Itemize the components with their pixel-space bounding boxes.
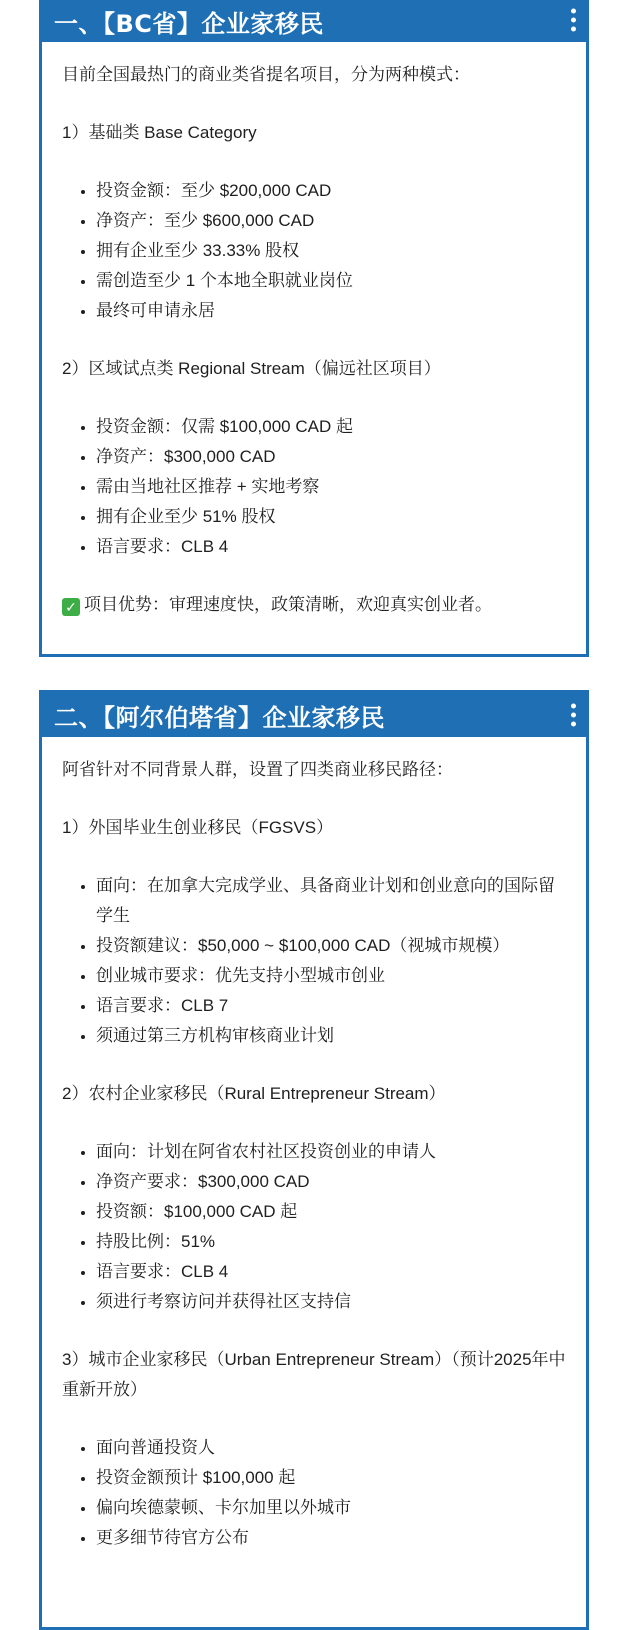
list-item: • 投资额：$100,000 CAD 起 bbox=[96, 1197, 566, 1227]
ab-s3-title: 3）城市企业家移民（Urban Entrepreneur Stream）（预计2025年中重新开放） bbox=[62, 1350, 566, 1399]
list-item: • 创业城市要求：优先支持小型城市创业 bbox=[96, 961, 566, 991]
list-item: • 需由当地社区推荐 + 实地考察 bbox=[96, 472, 566, 502]
bc-advantage-label: 项目优势 bbox=[84, 595, 152, 614]
list-item: • 面向：在加拿大完成学业、具备商业计划和创业意向的国际留学生 bbox=[96, 871, 566, 931]
more-options-icon[interactable] bbox=[571, 8, 576, 31]
list-item: • 偏向埃德蒙顿、卡尔加里以外城市 bbox=[96, 1493, 566, 1523]
list-item: • 净资产：至少 $600,000 CAD bbox=[96, 206, 566, 236]
list-item: • 须通过第三方机构审核商业计划 bbox=[96, 1021, 566, 1051]
list-item: • 拥有企业至少 51% 股权 bbox=[96, 502, 566, 532]
list-item: • 面向普通投资人 bbox=[96, 1433, 566, 1463]
list-item: • 拥有企业至少 33.33% 股权 bbox=[96, 236, 566, 266]
ab-s1-list bbox=[62, 871, 566, 1051]
list-item: • 需创造至少 1 个本地全职就业岗位 bbox=[96, 266, 566, 296]
bc-card bbox=[39, 0, 589, 657]
ab-s1-title: 1）外国毕业生创业移民（FGSVS） bbox=[62, 818, 334, 837]
bc-card-title: 一、【BC省】企业家移民 bbox=[54, 10, 324, 38]
list-item: • 投资金额预计 $100,000 起 bbox=[96, 1463, 566, 1493]
ab-card bbox=[39, 690, 589, 1630]
list-item: • 语言要求：CLB 7 bbox=[96, 991, 566, 1021]
list-item: • 投资金额：至少 $200,000 CAD bbox=[96, 176, 566, 206]
list-item: • 更多细节待官方公布 bbox=[96, 1523, 566, 1553]
bc-advantage-text: ：审理速度快，政策清晰，欢迎真实创业者。 bbox=[152, 595, 492, 614]
more-options-icon[interactable] bbox=[571, 704, 576, 727]
list-item: • 投资额建议：$50,000 ~ $100,000 CAD（视城市规模） bbox=[96, 931, 566, 961]
bc-base-title: 1）基础类 Base Category bbox=[62, 123, 257, 142]
list-item: • 语言要求：CLB 4 bbox=[96, 1257, 566, 1287]
ab-card-header bbox=[42, 693, 586, 737]
ab-s2-title: 2）农村企业家移民（Rural Entrepreneur Stream） bbox=[62, 1084, 446, 1103]
list-item: • 最终可申请永居 bbox=[96, 296, 566, 326]
bc-card-body bbox=[42, 60, 586, 620]
bc-base-list bbox=[62, 176, 566, 326]
list-item: • 须进行考察访问并获得社区支持信 bbox=[96, 1287, 566, 1317]
list-item: • 净资产：$300,000 CAD bbox=[96, 442, 566, 472]
bc-card-header bbox=[42, 0, 586, 42]
list-item: • 持股比例：51% bbox=[96, 1227, 566, 1257]
check-mark-icon: ✓ bbox=[62, 598, 80, 616]
ab-s3-list bbox=[62, 1433, 566, 1553]
list-item: • 投资金额：仅需 $100,000 CAD 起 bbox=[96, 412, 566, 442]
list-item: • 语言要求：CLB 4 bbox=[96, 532, 566, 562]
ab-card-body bbox=[42, 755, 586, 1553]
bc-intro: 目前全国最热门的商业类省提名项目，分为两种模式： bbox=[62, 65, 470, 84]
bc-advantage bbox=[62, 590, 566, 620]
list-item: • 净资产要求：$300,000 CAD bbox=[96, 1167, 566, 1197]
ab-s2-list bbox=[62, 1137, 566, 1317]
bc-regional-list bbox=[62, 412, 566, 562]
list-item: • 面向：计划在阿省农村社区投资创业的申请人 bbox=[96, 1137, 566, 1167]
bc-regional-title: 2）区域试点类 Regional Stream（偏远社区项目） bbox=[62, 359, 441, 378]
ab-intro: 阿省针对不同背景人群，设置了四类商业移民路径： bbox=[62, 760, 453, 779]
ab-card-title: 二、【阿尔伯塔省】企业家移民 bbox=[54, 703, 385, 732]
